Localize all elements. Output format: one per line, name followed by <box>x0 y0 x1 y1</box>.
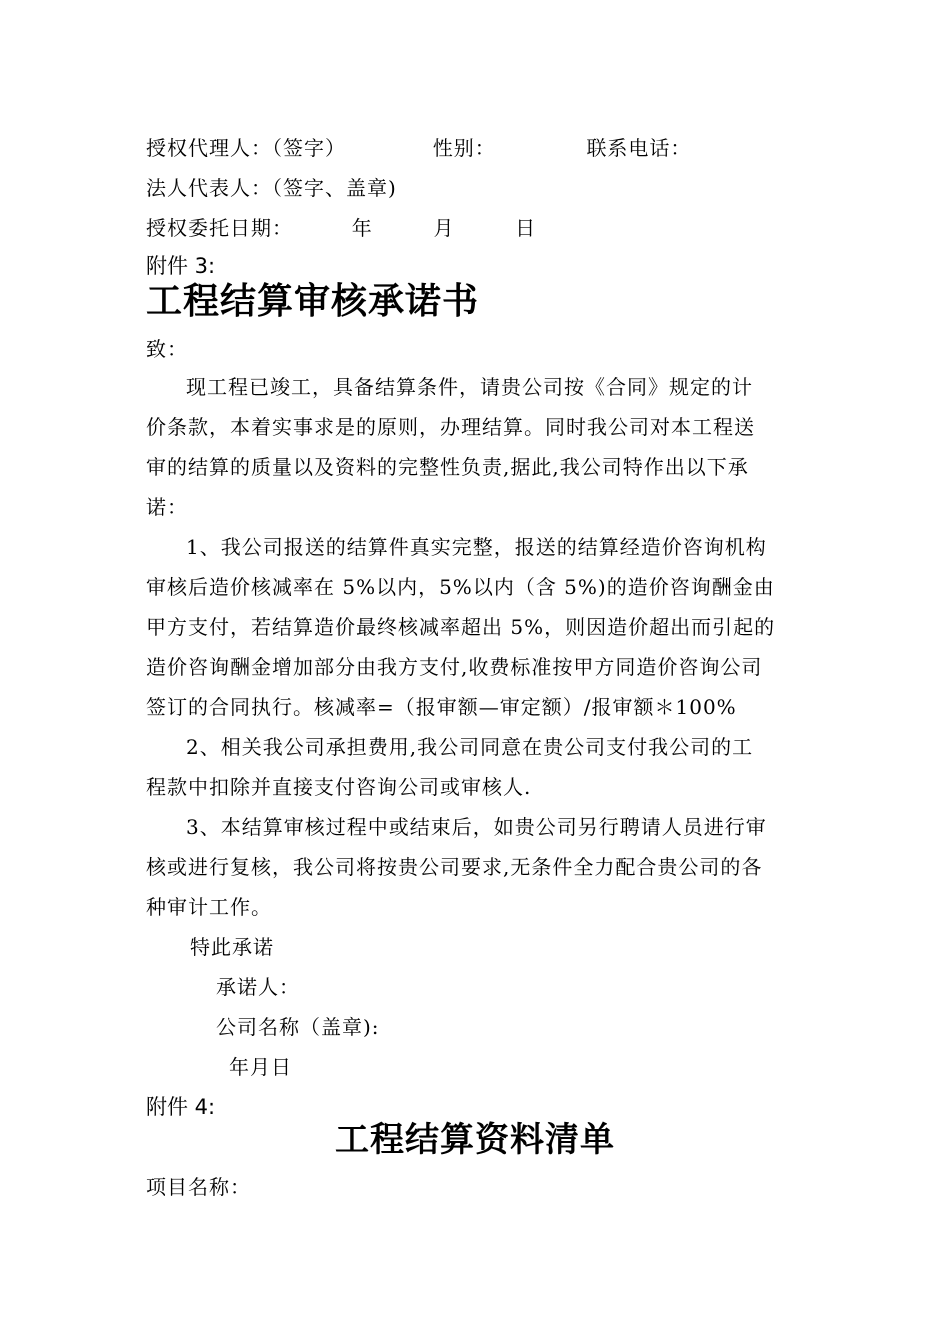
auth-date-year: 年 <box>351 216 373 240</box>
attachment-3-label: 附件 3: <box>146 254 216 278</box>
item-3-line: 种审计工作。 <box>146 895 272 919</box>
phone-label: 联系电话： <box>586 136 692 160</box>
materials-list-title: 工程结算资料清单 <box>335 1120 615 1160</box>
closing-line: 特此承诺 <box>190 935 274 959</box>
project-name-label: 项目名称： <box>146 1175 251 1199</box>
item-1-line: 1、我公司报送的结算件真实完整，报送的结算经造价咨询机构 <box>186 535 767 559</box>
item-3-line: 核或进行复核，我公司将按贵公司要求,无条件全力配合贵公司的各 <box>146 855 763 879</box>
promisor-label: 承诺人： <box>216 975 300 999</box>
item-2-line: 2、相关我公司承担费用,我公司同意在贵公司支付我公司的工 <box>186 735 754 759</box>
item-2-line: 程款中扣除并直接支付咨询公司或审核人. <box>146 775 532 799</box>
auth-date-label: 授权委托日期： <box>146 216 293 240</box>
auth-date-row <box>146 215 536 241</box>
item-3-line: 3、本结算审核过程中或结束后，如贵公司另行聘请人员进行审 <box>186 815 767 839</box>
gender-label: 性别： <box>432 136 496 160</box>
attachment-4-label: 附件 4: <box>146 1095 216 1119</box>
auth-signature-row <box>146 135 691 161</box>
item-1-line: 签订的合同执行。核减率=（报审额—审定额）/报审额＊100% <box>146 695 737 719</box>
commitment-date-label: 年月日 <box>229 1055 292 1079</box>
addressee-line: 致： <box>146 337 188 361</box>
item-1-line: 审核后造价核减率在 5%以内，5%以内（含 5%)的造价咨询酬金由 <box>146 575 775 599</box>
item-1-line: 造价咨询酬金增加部分由我方支付,收费标准按甲方同造价咨询公司 <box>146 655 763 679</box>
intro-line: 现工程已竣工，具备结算条件，请贵公司按《合同》规定的计 <box>186 375 753 399</box>
auth-date-month: 月 <box>433 216 455 240</box>
intro-line: 价条款，本着实事求是的原则，办理结算。同时我公司对本工程送 <box>146 415 755 439</box>
item-1-line: 甲方支付，若结算造价最终核减率超出 5%，则因造价超出而引起的 <box>146 615 776 639</box>
agent-label: 授权代理人：（签字） <box>146 136 346 160</box>
intro-line: 审的结算的质量以及资料的完整性负责,据此,我公司特作出以下承 <box>146 455 749 479</box>
intro-line: 诺： <box>146 495 188 519</box>
company-name-label: 公司名称（盖章): <box>216 1015 380 1039</box>
auth-date-day: 日 <box>515 216 537 240</box>
commitment-title: 工程结算审核承诺书 <box>146 281 480 322</box>
legal-rep-label: 法人代表人：（签字、盖章) <box>146 176 397 200</box>
